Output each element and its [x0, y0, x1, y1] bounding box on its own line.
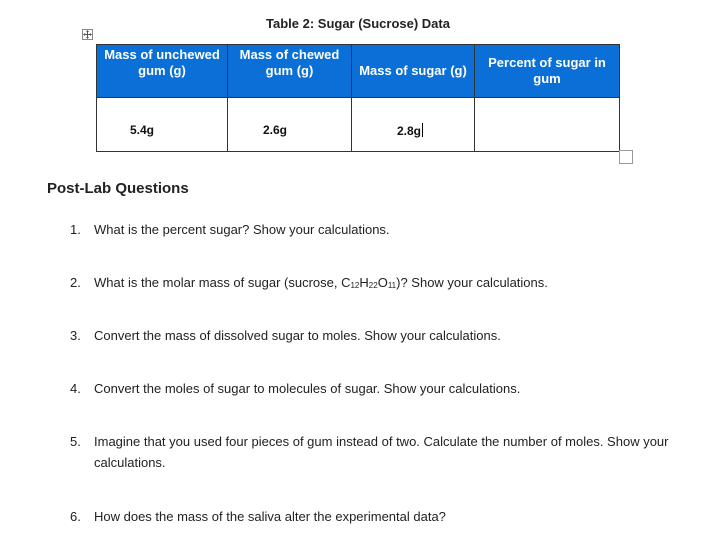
- question-text-part: )? Show your calculations.: [396, 275, 548, 290]
- subscript: 22: [368, 281, 378, 290]
- question-text-part: O: [377, 275, 388, 290]
- question-number: 1.: [70, 222, 81, 237]
- table-resize-handle[interactable]: [619, 150, 633, 164]
- question-text: How does the mass of the saliva alter the experimental data?: [94, 509, 446, 524]
- table-row: [97, 98, 620, 152]
- header-unchewed-gum[interactable]: Mass of unchewed gum (g): [97, 45, 228, 98]
- table-header-row: [97, 45, 620, 98]
- cell-value: 2.6g: [263, 123, 288, 137]
- cell-value: 5.4g: [130, 123, 155, 137]
- question-number: 6.: [70, 509, 81, 524]
- question-text: Convert the moles of sugar to molecules of sugar. Show your calculations.: [94, 381, 521, 396]
- cell-value: 2.8g: [397, 124, 422, 138]
- cell-percent-sugar[interactable]: [475, 98, 620, 152]
- header-percent-sugar[interactable]: Percent of sugar in gum: [475, 45, 620, 98]
- sugar-data-table: [96, 44, 620, 152]
- question-text: What is the percent sugar? Show your calculations.: [94, 222, 390, 237]
- cell-mass-sugar[interactable]: [352, 98, 475, 152]
- question-number: 4.: [70, 381, 81, 396]
- question-text: Convert the mass of dissolved sugar to moles. Show your calculations.: [94, 328, 501, 343]
- section-title: Post-Lab Questions: [47, 180, 189, 197]
- question-text: [94, 272, 684, 296]
- subscript: 11: [387, 281, 397, 290]
- cell-unchewed-gum[interactable]: [97, 98, 228, 152]
- question-number: 3.: [70, 328, 81, 343]
- question-text-part: H: [359, 275, 369, 290]
- header-mass-sugar[interactable]: Mass of sugar (g): [352, 45, 475, 98]
- question-text-part: What is the molar mass of sugar (sucrose, C: [94, 275, 351, 290]
- text-cursor: [422, 123, 423, 137]
- question-number: 2.: [70, 275, 81, 290]
- question-number: 5.: [70, 434, 81, 449]
- header-chewed-gum[interactable]: Mass of chewed gum (g): [228, 45, 352, 98]
- question-text: Imagine that you used four pieces of gum instead of two. Calculate the number of moles. Show your calculations.: [94, 434, 669, 470]
- cell-chewed-gum[interactable]: [228, 98, 352, 152]
- table-move-handle-icon[interactable]: [82, 29, 93, 40]
- table-caption: Table 2: Sugar (Sucrose) Data: [266, 16, 450, 31]
- subscript: 12: [350, 281, 360, 290]
